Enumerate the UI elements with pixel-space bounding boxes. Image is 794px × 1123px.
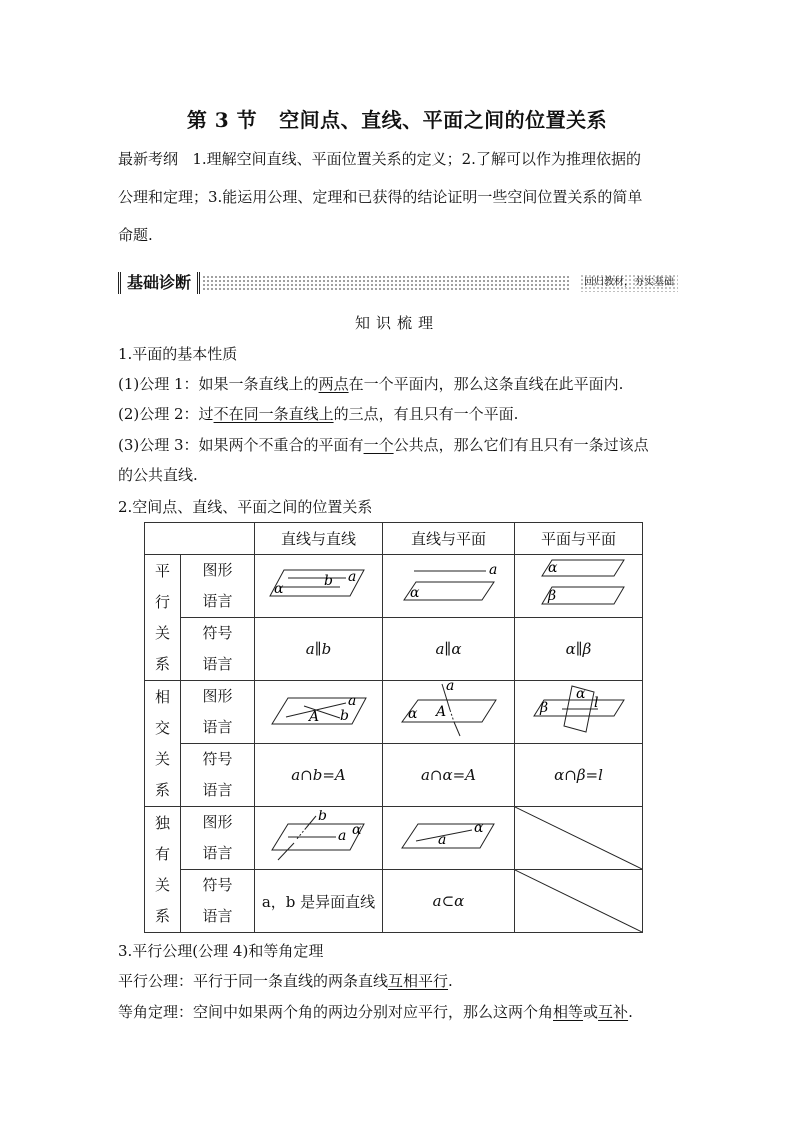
svg-text:a: a: [445, 682, 454, 694]
exam-outline-line3: 命题.: [118, 226, 153, 244]
svg-text:a: a: [488, 562, 497, 578]
diagonal-line: [515, 870, 642, 932]
exam-outline-label: 最新考纲: [118, 150, 179, 168]
row-label-figure: 图形 语言: [181, 555, 255, 618]
svg-text:b: b: [323, 573, 333, 589]
figure-skew-lines: [255, 807, 383, 870]
svg-text:α: α: [351, 822, 361, 838]
svg-text:a: a: [337, 828, 346, 844]
section-number: 第 3 节: [186, 108, 258, 132]
row-label-symbol: 符号 语言: [181, 744, 255, 807]
banner-right-label: 回归教材，夯实基础: [580, 274, 678, 292]
s2-heading: 2.空间点、直线、平面之间的位置关系: [118, 498, 373, 516]
svg-text:A: A: [435, 704, 446, 720]
exam-outline-line2: 公理和定理；3.能运用公理、定理和已获得的结论证明一些空间位置关系的简单: [118, 188, 643, 206]
empty-cell-diagonal: [515, 870, 643, 933]
s1-axiom3: (3)公理 3：如果两个不重合的平面有一个公共点，那么它们有且只有一条过该点: [118, 436, 649, 454]
svg-text:β: β: [539, 700, 548, 716]
svg-text:α: α: [273, 581, 283, 597]
svg-text:b: b: [339, 708, 349, 724]
table-row: [145, 681, 643, 744]
s3-parallel-axiom: 平行公理：平行于同一条直线的两条直线互相平行.: [118, 972, 453, 990]
subheading: 知识梳理: [354, 314, 439, 332]
table-row: [145, 870, 643, 933]
s3-heading: 3.平行公理(公理 4)和等角定理: [118, 942, 324, 960]
skew-lines-figure: [264, 810, 374, 862]
figure-parallel-lines: [255, 555, 383, 618]
figure-parallel-planes: [515, 555, 643, 618]
intersect-planes-figure: [524, 682, 634, 738]
exam-outline-line1: 1.理解空间直线、平面位置关系的定义；2.了解可以作为推理依据的: [192, 150, 641, 168]
empty-cell-diagonal: [515, 807, 643, 870]
symbol-parallel-lines: a∥b: [255, 618, 383, 681]
svg-text:a: a: [347, 693, 356, 709]
svg-text:α: α: [575, 686, 585, 702]
figure-intersect-line-plane: [383, 681, 515, 744]
row-label-figure: 图形 语言: [181, 807, 255, 870]
symbol-skew-lines: a，b 是异面直线: [255, 870, 383, 933]
table-row: [145, 744, 643, 807]
symbol-line-in-plane: a⊂α: [383, 870, 515, 933]
svg-text:a: a: [437, 832, 446, 848]
svg-text:a: a: [347, 569, 356, 585]
figure-intersect-lines: [255, 681, 383, 744]
page-title: [0, 104, 794, 133]
table-row: [145, 555, 643, 618]
svg-text:α: α: [407, 706, 417, 722]
intersect-lines-figure: [264, 688, 374, 732]
s3-equal-angle-theorem: 等角定理：空间中如果两个角的两边分别对应平行，那么这两个角相等或互补.: [118, 1003, 633, 1021]
svg-text:β: β: [547, 588, 556, 604]
s1-heading: 1.平面的基本性质: [118, 345, 238, 363]
parallel-planes-figure: [524, 557, 634, 611]
diagonal-line: [515, 807, 642, 869]
s1-axiom1: (1)公理 1：如果一条直线上的两点在一个平面内，那么这条直线在此平面内.: [118, 375, 624, 393]
relation-table: [144, 522, 643, 933]
svg-text:α: α: [547, 560, 557, 576]
figure-parallel-line-plane: [383, 555, 515, 618]
col-header-line-line: 直线与直线: [255, 523, 383, 555]
figure-line-in-plane: [383, 807, 515, 870]
svg-text:α: α: [473, 820, 483, 836]
svg-text:α: α: [409, 585, 419, 601]
table-row: [145, 807, 643, 870]
banner-dots: [202, 275, 570, 291]
line-in-plane-figure: [394, 814, 504, 858]
col-header-line-plane: 直线与平面: [383, 523, 515, 555]
symbol-parallel-line-plane: a∥α: [383, 618, 515, 681]
row-label-symbol: 符号 语言: [181, 618, 255, 681]
symbol-parallel-planes: α∥β: [515, 618, 643, 681]
symbol-intersect-planes: α∩β=l: [515, 744, 643, 807]
symbol-intersect-lines: a∩b=A: [255, 744, 383, 807]
svg-text:A: A: [308, 709, 319, 725]
figure-intersect-planes: [515, 681, 643, 744]
exam-outline: [118, 144, 678, 250]
parallel-lines-figure: [264, 562, 374, 606]
parallel-line-plane-figure: [394, 562, 504, 606]
s1-axiom3-cont: 的公共直线.: [118, 466, 198, 484]
row-label-figure: 图形 语言: [181, 681, 255, 744]
symbol-intersect-line-plane: a∩α=A: [383, 744, 515, 807]
table-header-row: [145, 523, 643, 555]
intersect-line-plane-figure: [394, 682, 504, 738]
section-title: 空间点、直线、平面之间的位置关系: [279, 108, 608, 132]
svg-text:b: b: [317, 810, 327, 824]
table-row: [145, 618, 643, 681]
banner-label: 基础诊断: [118, 272, 200, 294]
row-label-symbol: 符号 语言: [181, 870, 255, 933]
category-parallel: 平 行 关 系: [145, 555, 181, 681]
col-header-plane-plane: 平面与平面: [515, 523, 643, 555]
category-intersect: 相 交 关 系: [145, 681, 181, 807]
section-banner: [118, 272, 678, 294]
category-unique: 独 有 关 系: [145, 807, 181, 933]
s1-axiom2: (2)公理 2：过不在同一条直线上的三点，有且只有一个平面.: [118, 405, 519, 423]
svg-text:l: l: [593, 695, 598, 711]
